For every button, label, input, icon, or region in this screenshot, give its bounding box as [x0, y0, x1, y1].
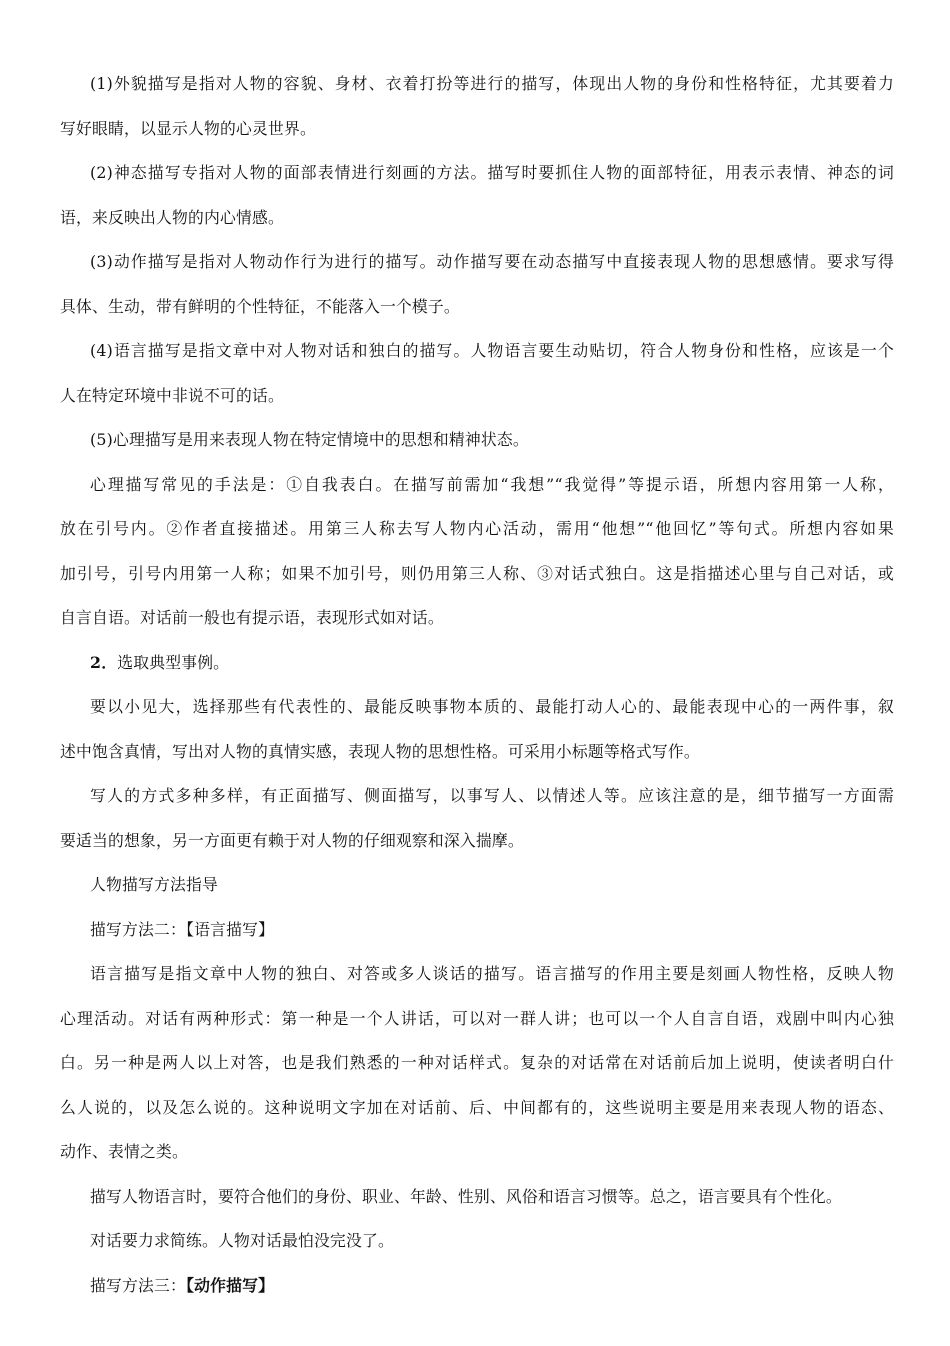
text-line: (1)外貌描写是指对人物的容貌、身材、衣着打扮等进行的描写，体现出人物的身份和性格特征，尤其要着力 — [90, 74, 894, 93]
text-line: 白。另一种是两人以上对答，也是我们熟悉的一种对话样式。复杂的对话常在对话前后加上说明，使读者明白什 — [60, 1053, 894, 1072]
text-line: 要以小见大，选择那些有代表性的、最能反映事物本质的、最能打动人心的、最能表现中心的一两件事，叙 — [90, 697, 894, 716]
text-line: 心理描写常见的手法是：①自我表白。在描写前需加“我想”“我觉得”等提示语，所想内容用第一人称， — [90, 474, 894, 494]
text-line: 加引号，引号内用第一人称；如果不加引号，则仍用第三人称、③对话式独白。这是指描述心里与自己对话，或 — [60, 563, 894, 583]
heading-bracket: 【动作描写】 — [185, 1275, 275, 1295]
text-line: 自言自语。对话前一般也有提示语，表现形式如对话。 — [60, 608, 444, 627]
text-line: 动作、表情之类。 — [60, 1142, 188, 1161]
text-line: 语，来反映出人物的内心情感。 — [60, 207, 284, 227]
heading-prefix: 描写方法三： — [90, 1275, 186, 1295]
text-line: 写好眼睛，以显示人物的心灵世界。 — [60, 118, 316, 138]
text-line: 对话要力求简练。人物对话最怕没完没了。 — [90, 1231, 394, 1250]
text-line: 描写方法二：【语言描写】 — [90, 919, 275, 939]
text-line: 具体、生动，带有鲜明的个性特征，不能落入一个模子。 — [60, 296, 460, 316]
text-line: 么人说的，以及怎么说的。这种说明文字加在对话前、后、中间都有的，这些说明主要是用来表现人物的语态、 — [60, 1097, 894, 1117]
section-number: 2． — [90, 652, 118, 672]
text-line: 要适当的想象，另一方面更有赖于对人物的仔细观察和深入揣摩。 — [60, 830, 524, 850]
text-line: 述中饱含真情，写出对人物的真情实感，表现人物的思想性格。可采用小标题等格式写作。 — [60, 741, 700, 761]
text-line: 人在特定环境中非说不可的话。 — [60, 385, 284, 405]
text-line: 放在引号内。②作者直接描述。用第三人称去写人物内心活动，需用“他想”“他回忆”等句式。所想内容如果 — [60, 519, 894, 538]
text-line: (5)心理描写是用来表现人物在特定情境中的思想和精神状态。 — [90, 430, 529, 449]
text-line: 描写人物语言时，要符合他们的身份、职业、年龄、性别、风俗和语言习惯等。总之，语言要具有个性化。 — [90, 1186, 842, 1206]
text-line: 语言描写是指文章中人物的独白、对答或多人谈话的描写。语言描写的作用主要是刻画人物性格，反映人物 — [90, 964, 894, 983]
text-line: 人物描写方法指导 — [90, 875, 218, 894]
text-line — [60, 1276, 894, 1321]
section-title: 选取典型事例。 — [117, 652, 230, 672]
text-line — [60, 653, 894, 698]
text-line: (3)动作描写是指对人物动作行为进行的描写。动作描写要在动态描写中直接表现人物的思想感情。要求写得 — [90, 252, 894, 271]
text-line: (4)语言描写是指文章中对人物对话和独白的描写。人物语言要生动贴切，符合人物身份和性格，应该是一个 — [90, 341, 894, 360]
text-line: 心理活动。对话有两种形式：第一种是一个人讲话，可以对一群人讲；也可以一个人自言自语，戏剧中叫内心独 — [60, 1008, 894, 1028]
text-line: (2)神态描写专指对人物的面部表情进行刻画的方法。描写时要抓住人物的面部特征，用表示表情、神态的词 — [90, 163, 894, 182]
text-line: 写人的方式多种多样，有正面描写、侧面描写，以事写人、以情述人等。应该注意的是，细节描写一方面需 — [90, 786, 894, 805]
